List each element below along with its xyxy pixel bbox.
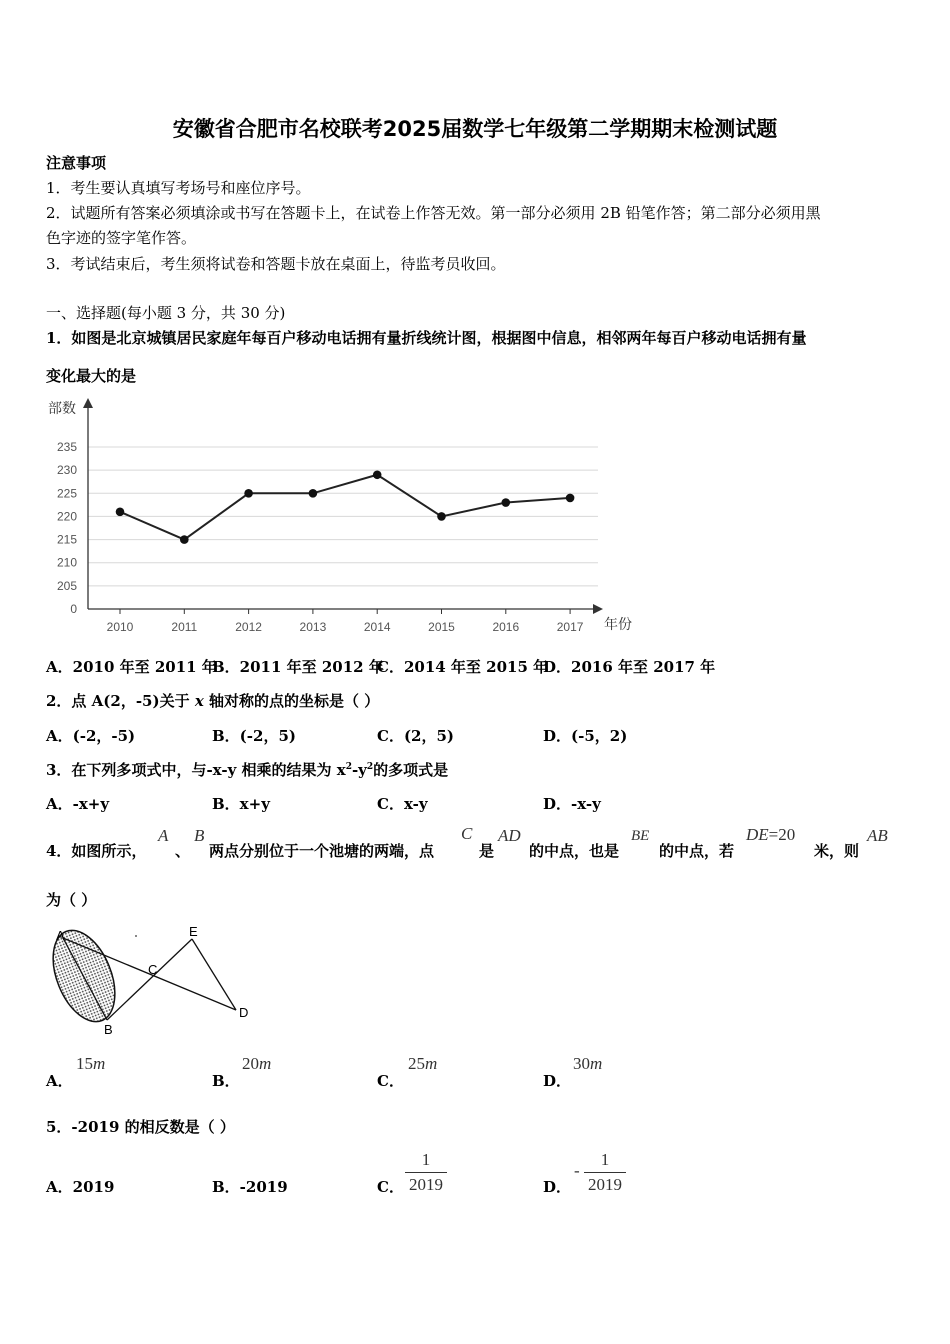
q3-option-b[interactable]: B．x+y: [212, 795, 270, 813]
q4-var-ad: AD: [498, 826, 521, 845]
question-4-number: 4．如图所示，: [46, 842, 147, 860]
data-point: [373, 470, 382, 479]
x-tick-label: 2014: [363, 620, 391, 634]
data-point: [309, 489, 318, 498]
fraction-numerator: 1: [600, 1150, 610, 1169]
q3-option-d[interactable]: D．-x-y: [543, 795, 601, 813]
q2-option-a[interactable]: A．(-2，-5): [46, 727, 136, 745]
y-tick-label: 220: [56, 509, 77, 524]
notice-heading: 注意事项: [46, 154, 107, 172]
q1-option-c[interactable]: C．2014 年至 2015 年: [377, 658, 549, 676]
fraction-denominator: 2019: [405, 1172, 447, 1195]
x-axis-arrow: [593, 604, 603, 614]
data-point: [502, 498, 511, 507]
label-a: A: [56, 928, 65, 943]
q4-text-5: 米，则: [814, 842, 860, 860]
question-1-text: 1．如图是北京城镇居民家庭年每百户移动电话拥有量折线统计图，根据图中信息，相邻两年每百户移动电话拥有量: [46, 329, 807, 347]
q2-option-d[interactable]: D．(-5，2): [543, 727, 628, 745]
q5-option-d-fraction[interactable]: [584, 1150, 626, 1195]
q3-option-a[interactable]: A．-x+y: [46, 795, 110, 813]
q5-option-d-sign: -: [574, 1161, 580, 1180]
q5-option-a[interactable]: A．2019: [46, 1178, 115, 1196]
q4-option-b-value[interactable]: 20m: [242, 1054, 272, 1073]
label-c: C: [148, 962, 158, 977]
label-d: D: [239, 1005, 249, 1020]
segment-be: [107, 939, 192, 1020]
q5-option-c-fraction[interactable]: [405, 1150, 447, 1195]
q5-option-c-label[interactable]: C．: [377, 1178, 404, 1196]
q4-option-d-label[interactable]: D．: [543, 1072, 572, 1090]
q4-option-d-value[interactable]: 30m: [573, 1054, 603, 1073]
pond-figure: [40, 920, 265, 1040]
q4-option-a-label[interactable]: A．: [46, 1072, 73, 1090]
q4-text-1: 两点分别位于一个池塘的两端，点: [209, 842, 435, 860]
y-tick-label: 215: [56, 532, 77, 547]
question-2-text: 2．点 A(2，-5)关于 x 轴对称的点的坐标是（ ）: [46, 692, 380, 710]
x-tick-label: 2017: [556, 620, 584, 634]
q2-option-b[interactable]: B．(-2，5): [212, 727, 296, 745]
x-tick-label: 2015: [428, 620, 455, 634]
label-e: E: [189, 924, 198, 939]
line-chart: [40, 395, 650, 645]
q3-option-c[interactable]: C．x-y: [377, 795, 428, 813]
q4-var-be: BE: [631, 828, 650, 844]
q4-option-c-label[interactable]: C．: [377, 1072, 404, 1090]
q4-var-ab: AB: [867, 826, 888, 845]
x-tick-label: 2011: [171, 620, 198, 634]
y-tick-label: 0: [70, 602, 77, 616]
y-tick-label: 210: [56, 555, 77, 570]
data-point: [437, 512, 446, 521]
notice-item: 1．考生要认真填写考场号和座位序号。: [46, 179, 311, 197]
q1-option-a[interactable]: A．2010 年至 2011 年: [46, 658, 217, 676]
q1-option-b[interactable]: B．2011 年至 2012 年: [212, 658, 384, 676]
q4-option-c-value[interactable]: 25m: [408, 1054, 438, 1073]
q4-separator: 、: [175, 842, 191, 860]
label-b: B: [104, 1022, 113, 1037]
y-axis-arrow: [83, 398, 93, 408]
x-tick-label: 2013: [299, 620, 327, 634]
notice-item: 3．考试结束后，考生须将试卷和答题卡放在桌面上，待监考员收回。: [46, 255, 506, 273]
segment-ed: [192, 939, 236, 1010]
q4-text-4: 的中点，若: [659, 842, 735, 860]
fraction-numerator: 1: [421, 1150, 431, 1169]
q2-option-c[interactable]: C．(2，5): [377, 727, 455, 745]
notice-item: 色字迹的签字笔作答。: [46, 229, 197, 247]
data-point: [244, 489, 253, 498]
fraction-denominator: 2019: [584, 1172, 626, 1195]
q4-var-b: B: [194, 826, 205, 845]
q4-option-b-label[interactable]: B．: [212, 1072, 240, 1090]
x-tick-label: 2010: [106, 620, 134, 634]
q4-text-2: 是: [479, 842, 495, 860]
q4-given: DE=20: [746, 825, 796, 844]
q5-option-d-label[interactable]: D．: [543, 1178, 572, 1196]
q4-var-a: A: [158, 826, 169, 845]
y-tick-label: 225: [56, 486, 77, 501]
question-5-text: 5．-2019 的相反数是（ ）: [46, 1118, 235, 1136]
section-heading: 一、选择题(每小题 3 分，共 30 分): [46, 304, 286, 322]
notice-item: 2．试题所有答案必须填涂或书写在答题卡上，在试卷上作答无效。第一部分必须用 2B 铅笔作答；第二部分必须用黑: [46, 204, 821, 222]
x-axis-label: 年份: [604, 616, 632, 632]
page-title: 安徽省合肥市名校联考2025届数学七年级第二学期期末检测试题: [172, 117, 778, 141]
q4-option-a-value[interactable]: 15m: [76, 1054, 106, 1073]
speck: [135, 935, 137, 937]
question-3-text: 3．在下列多项式中，与-x-y 相乘的结果为 $x^2-y^2$的多项式是: [46, 761, 449, 779]
y-axis-label: 部数: [48, 400, 76, 416]
y-tick-label: 230: [56, 463, 77, 478]
question-1-text-cont: 变化最大的是: [46, 367, 137, 385]
y-tick-label: 205: [56, 578, 77, 593]
x-tick-label: 2012: [235, 620, 262, 634]
data-point: [566, 494, 575, 503]
data-point: [180, 535, 189, 544]
q5-option-b[interactable]: B．-2019: [212, 1178, 288, 1196]
x-tick-label: 2016: [492, 620, 520, 634]
data-point: [116, 508, 125, 517]
question-4-text-cont: 为（ ）: [46, 891, 97, 909]
q4-text-3: 的中点，也是: [529, 842, 620, 860]
q1-option-d[interactable]: D．2016 年至 2017 年: [543, 658, 716, 676]
y-tick-label: 235: [56, 440, 77, 454]
q4-var-c: C: [461, 824, 473, 843]
series-line: [120, 475, 570, 540]
